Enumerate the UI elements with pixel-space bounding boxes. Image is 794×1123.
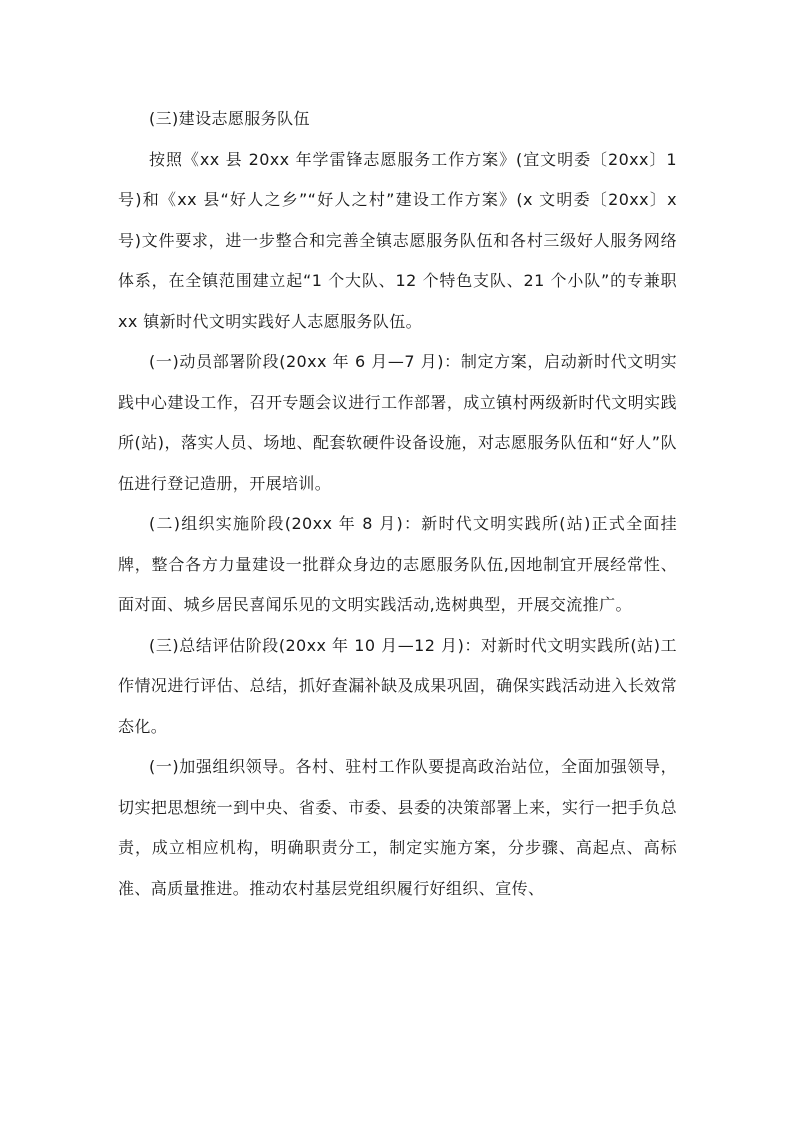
paragraph: (二)组织实施阶段(20xx 年 8 月)：新时代文明实践所(站)正式全面挂牌，整合各方力量建设一批群众身边的志愿服务队伍,因地制宜开展经常性、面对面、城乡居民喜闻乐见的文明实践活动,选树典型，开展交流推广。 bbox=[118, 514, 677, 614]
paragraph: 按照《xx 县 20xx 年学雷锋志愿服务工作方案》(宜文明委〔20xx〕1 号)和《xx 县“好人之乡”“好人之村”建设工作方案》(x 文明委〔20xx〕x 号)文件要求，进一步整合和完善全镇志愿服务队伍和各村三级好人服务网络体系，在全镇范围建立起“1 个大队、12 个特色支队、21 个小队”的专兼职 xx 镇新时代文明实践好人志愿服务队伍。 bbox=[118, 149, 677, 331]
paragraph: (一)加强组织领导。各村、驻村工作队要提高政治站位，全面加强领导，切实把思想统一到中央、省委、市委、县委的决策部署上来，实行一把手负总责，成立相应机构，明确职责分工，制定实施方案，分步骤、高起点、高标准、高质量推进。推动农村基层党组织履行好组织、宣传、 bbox=[118, 757, 677, 898]
paragraph: (三)总结评估阶段(20xx 年 10 月—12 月)：对新时代文明实践所(站)工作情况进行评估、总结，抓好查漏补缺及成果巩固，确保实践活动进入长效常态化。 bbox=[118, 635, 677, 736]
paragraph: (一)动员部署阶段(20xx 年 6 月—7 月)：制定方案，启动新时代文明实践中心建设工作，召开专题会议进行工作部署，成立镇村两级新时代文明实践所(站)，落实人员、场地、配套软硬件设备设施，对志愿服务队伍和“好人”队伍进行登记造册，开展培训。 bbox=[118, 352, 677, 493]
section-heading: (三)建设志愿服务队伍 bbox=[149, 109, 310, 128]
document-body bbox=[118, 99, 677, 909]
